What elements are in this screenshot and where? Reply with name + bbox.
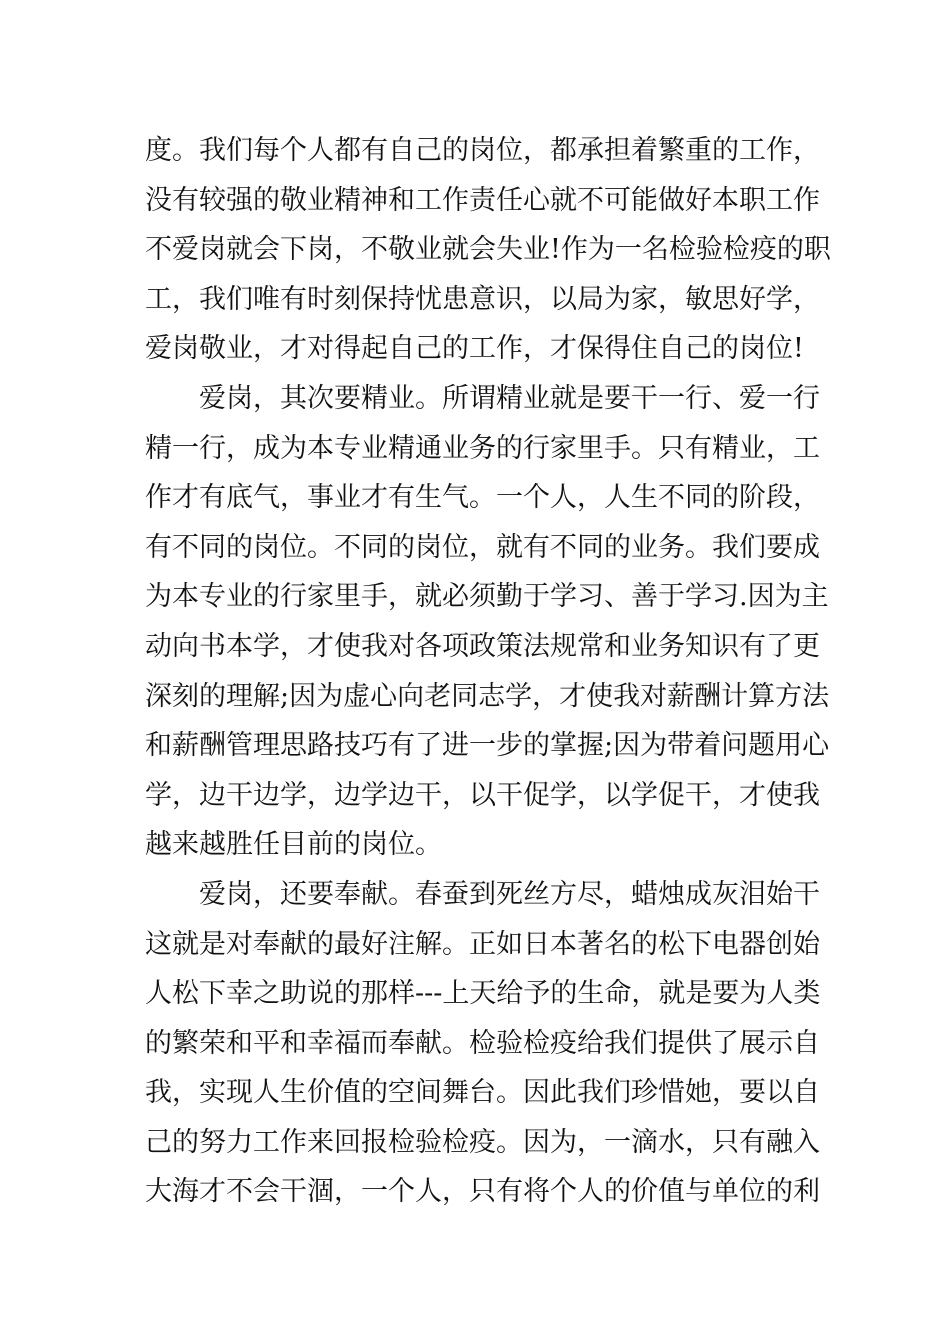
- text-line: 大海才不会干涸，一个人，只有将个人的价值与单位的利: [145, 1176, 820, 1208]
- text-line: 爱岗，其次要精业。所谓精业就是要干一行、爱一行: [145, 382, 820, 414]
- text-line: 深刻的理解;因为虚心向老同志学，才使我对薪酬计算方法: [145, 680, 830, 712]
- text-line: 有不同的岗位。不同的岗位，就有不同的业务。我们要成: [145, 531, 820, 563]
- text-line: 动向书本学，才使我对各项政策法规常和业务知识有了更: [145, 630, 820, 662]
- text-line: 和薪酬管理思路技巧有了进一步的掌握;因为带着问题用心: [145, 730, 830, 762]
- text-line: 作才有底气，事业才有生气。一个人，人生不同的阶段，: [145, 482, 820, 514]
- text-line: 己的努力工作来回报检验检疫。因为，一滴水，只有融入: [145, 1126, 820, 1158]
- text-line: 学，边干边学，边学边干，以干促学，以学促干，才使我: [145, 779, 820, 811]
- text-line: 这就是对奉献的最好注解。正如日本著名的松下电器创始: [145, 928, 820, 960]
- text-line: 爱岗，还要奉献。春蚕到死丝方尽，蜡烛成灰泪始干: [145, 878, 820, 910]
- text-line: 工，我们唯有时刻保持忧患意识，以局为家，敏思好学，: [145, 283, 820, 315]
- text-line: 人松下幸之助说的那样---上天给予的生命，就是要为人类: [145, 978, 821, 1010]
- text-line: 没有较强的敬业精神和工作责任心就不可能做好本职工作: [145, 184, 820, 216]
- text-line: 越来越胜任目前的岗位。: [145, 829, 442, 861]
- text-line: 爱岗敬业，才对得起自己的工作，才保得住自己的岗位!: [145, 333, 804, 365]
- text-line: 精一行，成为本专业精通业务的行家里手。只有精业，工: [145, 432, 820, 464]
- body-text: [145, 126, 831, 1217]
- text-line: 的繁荣和平和幸福而奉献。检验检疫给我们提供了展示自: [145, 1027, 820, 1059]
- text-line: 我，实现人生价值的空间舞台。因此我们珍惜她，要以自: [145, 1077, 820, 1109]
- text-line: 度。我们每个人都有自己的岗位，都承担着繁重的工作，: [145, 135, 820, 166]
- text-line: 为本专业的行家里手，就必须勤于学习、善于学习.因为主: [145, 581, 829, 613]
- text-line: 不爱岗就会下岗，不敬业就会失业!作为一名检验检疫的职: [145, 234, 831, 266]
